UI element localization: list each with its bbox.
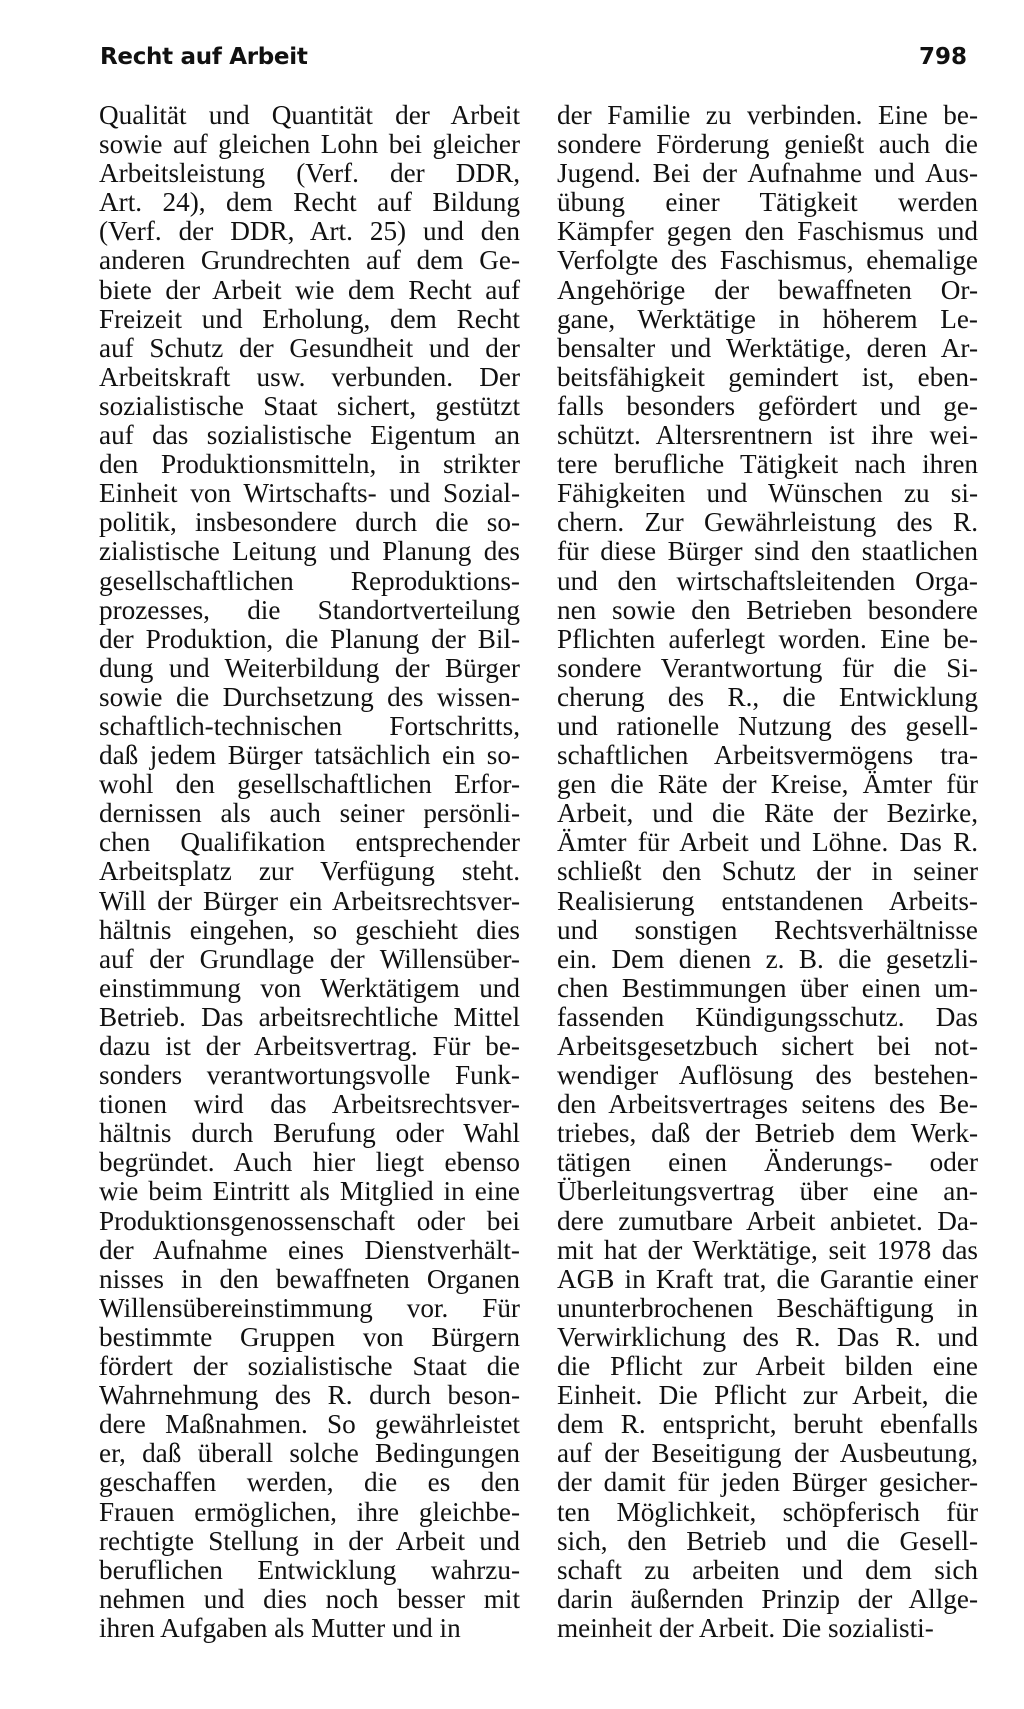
text-line: auf das sozialistische Eigentum an <box>99 420 520 451</box>
running-head-title: Recht auf Arbeit <box>100 44 308 70</box>
text-line: wendiger Auflösung des bestehen- <box>557 1060 978 1091</box>
text-line: Betrieb. Das arbeitsrechtliche Mittel <box>99 1001 520 1032</box>
text-line: der Aufnahme eines Dienstverhält- <box>99 1234 520 1265</box>
text-line: Arbeit, und die Räte der Bezirke, <box>557 798 978 829</box>
text-line: Will der Bürger ein Arbeitsrechtsver- <box>99 885 520 916</box>
text-line: Kämpfer gegen den Faschismus und <box>557 216 978 247</box>
text-line: Realisierung entstandenen Arbeits- <box>557 885 978 916</box>
text-line: ihren Aufgaben als Mutter und in <box>99 1612 461 1643</box>
text-line: Wahrnehmung des R. durch beson- <box>99 1380 520 1411</box>
text-line: schützt. Altersrentnern ist ihre wei- <box>557 420 978 451</box>
text-line: Fähigkeiten und Wünschen zu si- <box>557 478 978 509</box>
text-line: Arbeitsplatz zur Verfügung steht. <box>99 856 520 887</box>
text-line: fassenden Kündigungsschutz. Das <box>557 1001 978 1032</box>
text-line: auf der Grundlage der Willensüber- <box>99 943 520 974</box>
text-line: Art. 24), dem Recht auf Bildung <box>99 187 520 218</box>
text-line: Einheit von Wirtschafts- und Sozial- <box>99 478 520 509</box>
text-line: auf der Beseitigung der Ausbeutung, <box>557 1438 978 1469</box>
text-line: Freizeit und Erholung, dem Recht <box>99 303 520 334</box>
text-line: daß jedem Bürger tatsächlich ein so- <box>99 740 520 771</box>
text-line: dere Maßnahmen. So gewährleistet <box>99 1409 520 1440</box>
text-line: Willensübereinstimmung vor. Für <box>99 1292 520 1323</box>
text-line: wohl den gesellschaftlichen Erfor- <box>99 769 520 800</box>
text-line: begründet. Auch hier liegt ebenso <box>99 1147 520 1178</box>
text-line: er, daß überall solche Bedingungen <box>99 1438 520 1469</box>
text-line: biete der Arbeit wie dem Recht auf <box>99 274 520 305</box>
text-line: bensalter und Werktätige, deren Ar- <box>557 332 978 363</box>
text-line: für diese Bürger sind den staatlichen <box>557 536 978 567</box>
text-line: beruflichen Entwicklung wahrzu- <box>99 1554 520 1585</box>
text-line: dernissen als auch seiner persönli- <box>99 798 520 829</box>
text-line: tionen wird das Arbeitsrechtsver- <box>99 1089 520 1120</box>
text-line: Pflichten auferlegt worden. Eine be- <box>557 623 978 654</box>
text-line: einstimmung von Werktätigem und <box>99 972 520 1003</box>
text-line: sowie auf gleichen Lohn bei gleicher <box>99 129 520 160</box>
text-column-left <box>99 101 520 1643</box>
text-line: Angehörige der bewaffneten Or- <box>557 274 978 305</box>
text-line: Arbeitskraft usw. verbunden. Der <box>99 361 520 392</box>
text-line: chen Bestimmungen über einen um- <box>557 972 978 1003</box>
text-line: der Produktion, die Planung der Bil- <box>99 623 520 654</box>
text-line: Jugend. Bei der Aufnahme und Aus- <box>557 158 978 189</box>
text-line: Qualität und Quantität der Arbeit <box>99 100 520 130</box>
text-line: und sonstigen Rechtsverhältnisse <box>557 914 978 945</box>
text-line: sowie die Durchsetzung des wissen- <box>99 681 520 712</box>
text-line: Frauen ermöglichen, ihre gleichbe- <box>99 1496 520 1527</box>
text-line: ein. Dem dienen z. B. die gesetzli- <box>557 943 978 974</box>
page-number: 798 <box>918 44 967 70</box>
text-line: ten Möglichkeit, schöpferisch für <box>557 1496 978 1527</box>
text-line: übung einer Tätigkeit werden <box>557 187 978 218</box>
text-line: nehmen und dies noch besser mit <box>99 1583 520 1614</box>
text-line: bestimmte Gruppen von Bürgern <box>99 1321 520 1352</box>
text-line: den Arbeitsvertrages seitens des Be- <box>557 1089 978 1120</box>
text-line: fördert der sozialistische Staat die <box>99 1351 520 1382</box>
text-line: hältnis durch Berufung oder Wahl <box>99 1118 520 1149</box>
text-line: meinheit der Arbeit. Die sozialisti- <box>557 1612 934 1643</box>
text-line: tätigen einen Änderungs- oder <box>557 1147 978 1178</box>
text-line: Produktionsgenossenschaft oder bei <box>99 1205 520 1236</box>
text-line: Arbeitsgesetzbuch sichert bei not- <box>557 1031 978 1061</box>
text-line: und den wirtschaftsleitenden Orga- <box>557 565 978 596</box>
text-line: rechtigte Stellung in der Arbeit und <box>99 1525 520 1556</box>
text-line: der damit für jeden Bürger gesicher- <box>557 1467 978 1498</box>
text-line: nen sowie den Betrieben besondere <box>557 594 978 625</box>
text-line: prozesses, die Standortverteilung <box>99 594 520 625</box>
text-line: auf Schutz der Gesundheit und der <box>99 332 520 363</box>
text-line: sondere Verantwortung für die Si- <box>557 652 978 683</box>
text-line: mit hat der Werktätige, seit 1978 das <box>557 1234 978 1265</box>
text-line: wie beim Eintritt als Mitglied in eine <box>99 1176 520 1207</box>
text-line: Verfolgte des Faschismus, ehemalige <box>557 245 978 276</box>
text-line: sozialistische Staat sichert, gestützt <box>99 390 520 421</box>
text-line: nisses in den bewaffneten Organen <box>99 1263 520 1294</box>
text-line: beitsfähigkeit gemindert ist, eben- <box>557 361 978 392</box>
text-line: (Verf. der DDR, Art. 25) und den <box>99 216 520 247</box>
text-line: sich, den Betrieb und die Gesell- <box>557 1525 978 1556</box>
text-line: dung und Weiterbildung der Bürger <box>99 652 520 683</box>
text-line: Arbeitsleistung (Verf. der DDR, <box>99 158 520 189</box>
text-line: schließt den Schutz der in seiner <box>557 856 978 887</box>
text-line: tere berufliche Tätigkeit nach ihren <box>557 449 978 480</box>
text-line: schaftlichen Arbeitsvermögens tra- <box>557 740 978 771</box>
text-line: hältnis eingehen, so geschieht dies <box>99 914 520 945</box>
text-line: sonders verantwortungsvolle Funk- <box>99 1060 520 1091</box>
text-line: darin äußernden Prinzip der Allge- <box>557 1583 978 1614</box>
text-line: cherung des R., die Entwicklung <box>557 681 978 712</box>
text-line: ununterbrochenen Beschäftigung in <box>557 1292 978 1323</box>
text-line: falls besonders gefördert und ge- <box>557 390 978 421</box>
text-line: schaftlich-technischen Fortschritts, <box>99 710 520 741</box>
text-line: gane, Werktätige in höherem Le- <box>557 303 978 334</box>
text-line: dem R. entspricht, beruht ebenfalls <box>557 1409 978 1440</box>
text-line: triebes, daß der Betrieb dem Werk- <box>557 1118 978 1149</box>
text-line: dere zumutbare Arbeit anbietet. Da- <box>557 1205 978 1236</box>
text-line: und rationelle Nutzung des gesell- <box>557 710 978 741</box>
text-line: anderen Grundrechten auf dem Ge- <box>99 245 520 276</box>
text-column-right <box>557 101 978 1643</box>
text-line: die Pflicht zur Arbeit bilden eine <box>557 1351 978 1382</box>
text-line: der Familie zu verbinden. Eine be- <box>557 100 978 130</box>
text-line: sondere Förderung genießt auch die <box>557 129 978 160</box>
text-line: zialistische Leitung und Planung des <box>99 536 520 567</box>
text-line: chern. Zur Gewährleistung des R. <box>557 507 978 538</box>
text-line: geschaffen werden, die es den <box>99 1467 520 1498</box>
text-line: schaft zu arbeiten und dem sich <box>557 1554 978 1585</box>
text-line: gen die Räte der Kreise, Ämter für <box>557 769 978 800</box>
text-line: Überleitungsvertrag über eine an- <box>557 1176 978 1207</box>
text-line: dazu ist der Arbeitsvertrag. Für be- <box>99 1031 520 1061</box>
text-line: chen Qualifikation entsprechender <box>99 827 520 858</box>
text-line: Einheit. Die Pflicht zur Arbeit, die <box>557 1380 978 1411</box>
text-line: den Produktionsmitteln, in strikter <box>99 449 520 480</box>
text-line: Verwirklichung des R. Das R. und <box>557 1321 978 1352</box>
text-line: AGB in Kraft trat, die Garantie einer <box>557 1263 978 1294</box>
text-line: Ämter für Arbeit und Löhne. Das R. <box>557 827 978 858</box>
text-line: gesellschaftlichen Reproduktions- <box>99 565 520 596</box>
text-line: politik, insbesondere durch die so- <box>99 507 520 538</box>
